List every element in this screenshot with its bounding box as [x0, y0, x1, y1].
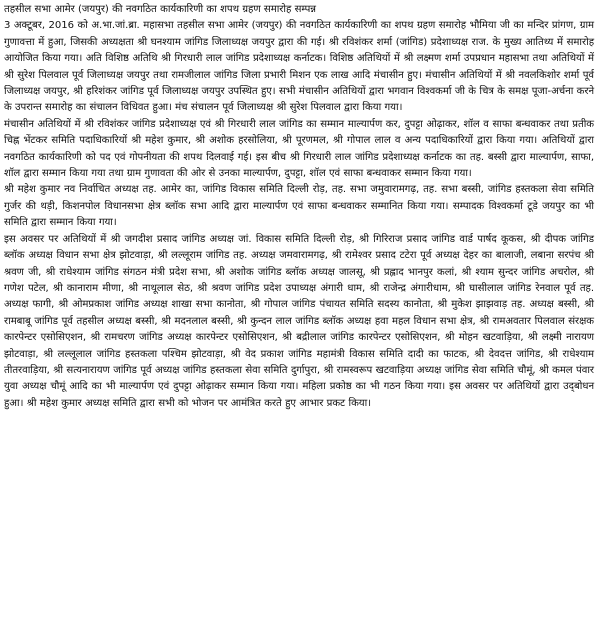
- paragraph-attendees-list: इस अवसर पर अतिथियों में श्री जगदीश प्रसाद जांगिड अध्यक्ष जां. विकास समिति दिल्ली रोड़, श्री गिरिराज प्रसाद जांगिड वार्ड पार्षद कूकस, श्री दीपक जांगिड ब्लॉक अध्यक्ष विधान सभा क्षेत्र झोटवाड़ा, श्री लल्लूराम जांगिड तह. अध्यक्ष जमवारामगढ़, श्री रामेश्वर प्रसाद टटेरा पूर्व अध्यक्ष देहर का बालाजी, लबाना सरपंच श्री श्रवण जी, श्री राधेश्याम जांगिड संगठन मंत्री प्रदेश सभा, श्री अशोक जांगिड ब्लॉक अध्यक्ष जालसू, श्री प्रह्लाद भानपुर कलां, श्री श्याम सुन्दर जांगिड अचरोल, श्री गणेश पटेल, श्री कानाराम मीणा, श्री नाथूलाल सेठ, श्री श्रवण जांगिड प्रदेश उपाध्यक्ष अंगारी धाम, श्री राजेन्द्र अंगारीधाम, श्री घासीलाल जांगिड रेनवाल पूर्व तह. अध्यक्ष फागी, श्री ओमप्रकाश जांगिड अध्यक्ष शाखा सभा कानोता, श्री गोपाल जांगिड पंचायत समिति सदस्य कानोता, श्री मुकेश झाझवाड़ तह. अध्यक्ष बस्सी, श्री रामबाबू जांगिड पूर्व तहसील अध्यक्ष बस्सी, श्री मदनलाल बस्सी, श्री कुन्दन लाल जांगिड ब्लॉक अध्यक्ष हवा महल विधान सभा क्षेत्र, श्री रामअवतार पिलवाल संरक्षक कारपेन्टर एसोसिएशन, श्री रामचरण जांगिड अध्यक्ष कारपेन्टर एसोसिएशन, श्री बद्रीलाल जांगिड कारपेन्टर एसोसिएशन, श्री मोहन खटवाड़िया, श्री लक्ष्मी नारायण झोटवाड़ा, श्री लल्लूलाल जांगिड हस्तकला पश्चिम झोटवाड़ा, श्री वेद प्रकाश जांगिड महामंत्री विकास समिति दादी का फाटक, श्री देवदत्त जांगिड, श्री राधेश्याम तीतरवाड़िया, श्री सत्यनारायण जांगिड पूर्व अध्यक्ष जांगिड हस्तकला सेवा समिति दुर्गापुरा, श्री रामस्वरूप खटवाड़िया अध्यक्ष जांगिड सेवा समिति चौमूं, श्री कमल पंवार युवा अध्यक्ष चौमूं आदि का भी माल्यार्पण एवं दुपट्टा ओढ़ाकर सम्मान किया गया। महिला प्रकोष्ठ का भी गठन किया गया। इस अवसर पर अतिथियों द्वारा उद्‌बोधन हुआ। श्री महेश कुमार अध्यक्ष समिति द्वारा सभी को भोजन पर आमंत्रित करते हुए आभार प्रकट किया।: [4, 233, 594, 409]
- paragraph-president-felicitation: श्री महेश कुमार नव निर्वाचित अध्यक्ष तह. आमेर का, जांगिड विकास समिति दिल्ली रोड़, तह. सभा जमुवारामगढ़, तह. सभा बस्सी, जांगिड हस्तकला सेवा समिति गुर्जर की थड़ी, किशनपोल विधानसभा क्षेत्र ब्लॉक सभा आदि द्वारा माल्यार्पण एवं साफा बन्धवाकर सम्मानित किया गया। सम्पादक विश्वकर्मा टूडे जयपुर का भी समिति द्वारा सम्मान किया गया।: [4, 184, 594, 229]
- paragraph-guest-honors: मंचासीन अतिथियों में श्री रविशंकर जांगिड प्रदेशाध्यक्ष एवं श्री गिरधारी लाल जांगिड का सम्मान माल्यार्पण कर, दुपट्टा ओढ़ाकर, शॉल व साफा बन्धवाकर तथा प्रतीक चिह्न भेंटकर समिति पदाधिकारियों श्री महेश कुमार, श्री अशोक हरसोलिया, श्री पूरणमल, श्री गोपाल लाल व अन्य पदाधिकारियों द्वारा किया गया। अतिथियों द्वारा नवगठित कार्यकारिणी को पद एवं गोपनीयता की शपथ दिलवाई गई। इस बीच श्री गिरधारी लाल जांगिड प्रदेशाध्यक्ष कर्नाटक का तह. बस्सी द्वारा माल्यार्पण, साफा, शॉल द्वारा सम्मान किया गया तथा ग्राम गुणावता की ओर से उनका माल्यार्पण, दुपट्टा, शॉल एवं साफा बन्धवाकर सम्मान किया गया।: [4, 118, 594, 180]
- report-headline: तहसील सभा आमेर (जयपुर) की नवगठित कार्यकारिणी का शपथ ग्रहण समारोह सम्पन्न: [4, 4, 316, 15]
- paragraph-ceremony-details: 3 अक्टूबर, 2016 को अ.भा.जां.ब्रा. महासभा तहसील सभा आमेर (जयपुर) की नवगठित कार्यकारिणी का शपथ ग्रहण समारोह भौमिया जी का मन्दिर प्रांगण, ग्राम गुणावत्ता में हुआ, जिसकी अध्यक्षता श्री घनश्याम जांगिड जिलाध्यक्ष जयपुर द्वारा की गई। श्री रविशंकर शर्मा (जांगिड) प्रदेशाध्यक्ष राज. के मुख्य आतिथ्य में समारोह आयोजित किया गया। अति विशिष्ठ अतिथि श्री गिरधारी लाल जांगिड प्रदेशाध्यक्ष कर्नाटक। विशिष्ठ अतिथियों में श्री लक्ष्मण शर्मा उपप्रधान महासभा तथा अतिथियों में श्री सुरेश पिलवाल पूर्व जिलाध्यक्ष जयपुर तथा रामजीलाल जांगिड जिला प्रभारी मिशन एक लाख आदि मंचासीन हुए। मंचासीन अतिथियों में श्री नवलकिशोर शर्मा पूर्व जिलाध्यक्ष जयपुर, श्री हरिशंकर जांगिड पूर्व जिलाध्यक्ष जयपुर उपस्थित हुए। सभी मंचासीन अतिथियों द्वारा भगवान विश्वकर्मा जी के चित्र के समक्ष पूजा-अर्चना करने के उपरान्त समारोह का संचालन विधिवत हुआ। मंच संचालन पूर्व जिलाध्यक्ष श्री सुरेश पिलवाल द्वारा किया गया।: [4, 20, 594, 114]
